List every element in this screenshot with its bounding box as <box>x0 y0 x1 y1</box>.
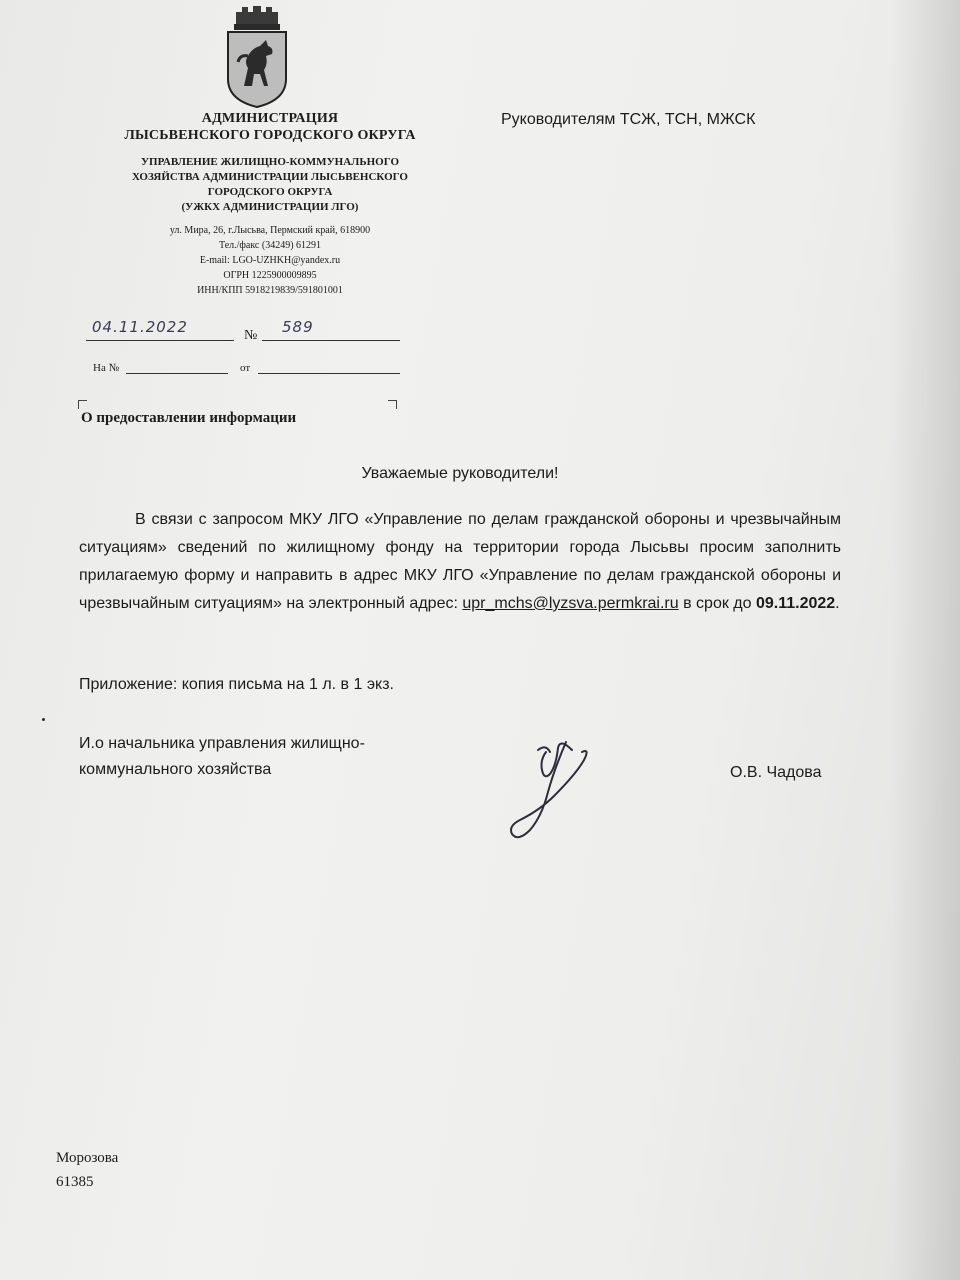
speck <box>42 718 45 721</box>
phone-line: Тел./факс (34249) 61291 <box>218 240 322 251</box>
body-paragraph <box>79 506 841 618</box>
deadline-date: 09.11.2022 <box>755 595 836 612</box>
executor-name: Морозова <box>56 1150 119 1166</box>
contacts-block <box>60 223 480 298</box>
number-label: № <box>244 328 258 343</box>
org-line-1: АДМИНИСТРАЦИЯ <box>201 111 339 126</box>
ref-from-underline <box>258 373 400 374</box>
inn-line: ИНН/КПП 5918219839/591801001 <box>197 285 343 296</box>
department-block <box>60 155 480 215</box>
org-line-2: ЛЫСЬВЕНСКОГО ГОРОДСКОГО ОКРУГА <box>124 128 416 143</box>
body-text-part2: в срок до <box>678 595 756 612</box>
handwritten-number: 589 <box>282 318 314 336</box>
subject-bracket-left <box>78 400 87 409</box>
attachment-note: Приложение: копия письма на 1 л. в 1 экз. <box>79 676 394 693</box>
subject-bracket-right <box>388 400 397 409</box>
signer-name: О.В. Чадова <box>730 764 822 781</box>
body-text-part3: . <box>835 595 840 612</box>
dept-line-1: УПРАВЛЕНИЕ ЖИЛИЩНО-КОММУНАЛЬНОГО <box>140 156 400 168</box>
ogrn-line: ОГРН 1225900009895 <box>223 270 317 281</box>
signer-position-line-2: коммунального хозяйства <box>79 761 272 778</box>
dept-line-2: ХОЗЯЙСТВА АДМИНИСТРАЦИИ ЛЫСЬВЕНСКОГО <box>132 171 408 183</box>
dept-line-3: ГОРОДСКОГО ОКРУГА <box>207 186 333 198</box>
email-address: upr_mchs@lyzsva.permkrai.ru <box>462 595 679 612</box>
address-line: ул. Мира, 26, г.Лысьва, Пермский край, 618900 <box>169 225 371 236</box>
body-text-part1: В связи с запросом МКУ ЛГО «Управление по делам гражданской обороны и чрезвычайным ситуациям» сведений по жилищному фонду на территории города Лысьвы просим заполнить прилагаемую форму и направить в адрес МКУ ЛГО «Управление по делам гражданской обороны и чрезвычайным ситуациям» на электронный адрес: <box>79 511 841 612</box>
ref-number-underline <box>126 373 228 374</box>
coat-of-arms-icon <box>222 4 292 109</box>
ref-number-label: На № <box>93 362 120 374</box>
number-underline <box>262 340 400 341</box>
handwritten-date: 04.11.2022 <box>92 318 188 336</box>
email-line: E-mail: LGO-UZHKH@yandex.ru <box>199 255 341 266</box>
signer-position-line-1: И.о начальника управления жилищно- <box>79 735 365 752</box>
organization-name <box>60 110 480 144</box>
addressee: Руководителям ТСЖ, ТСН, МЖСК <box>501 111 756 128</box>
executor-phone: 61385 <box>56 1174 94 1190</box>
executor-block <box>56 1146 118 1194</box>
dept-line-4: (УЖКХ АДМИНИСТРАЦИИ ЛГО) <box>181 201 359 213</box>
handwritten-signature <box>480 730 610 860</box>
greeting: Уважаемые руководители! <box>361 465 559 482</box>
page-shadow <box>890 0 960 1280</box>
date-underline <box>86 340 234 341</box>
ref-from-label: от <box>240 362 251 374</box>
subject-line: О предоставлении информации <box>81 410 297 426</box>
signer-position <box>79 731 365 783</box>
